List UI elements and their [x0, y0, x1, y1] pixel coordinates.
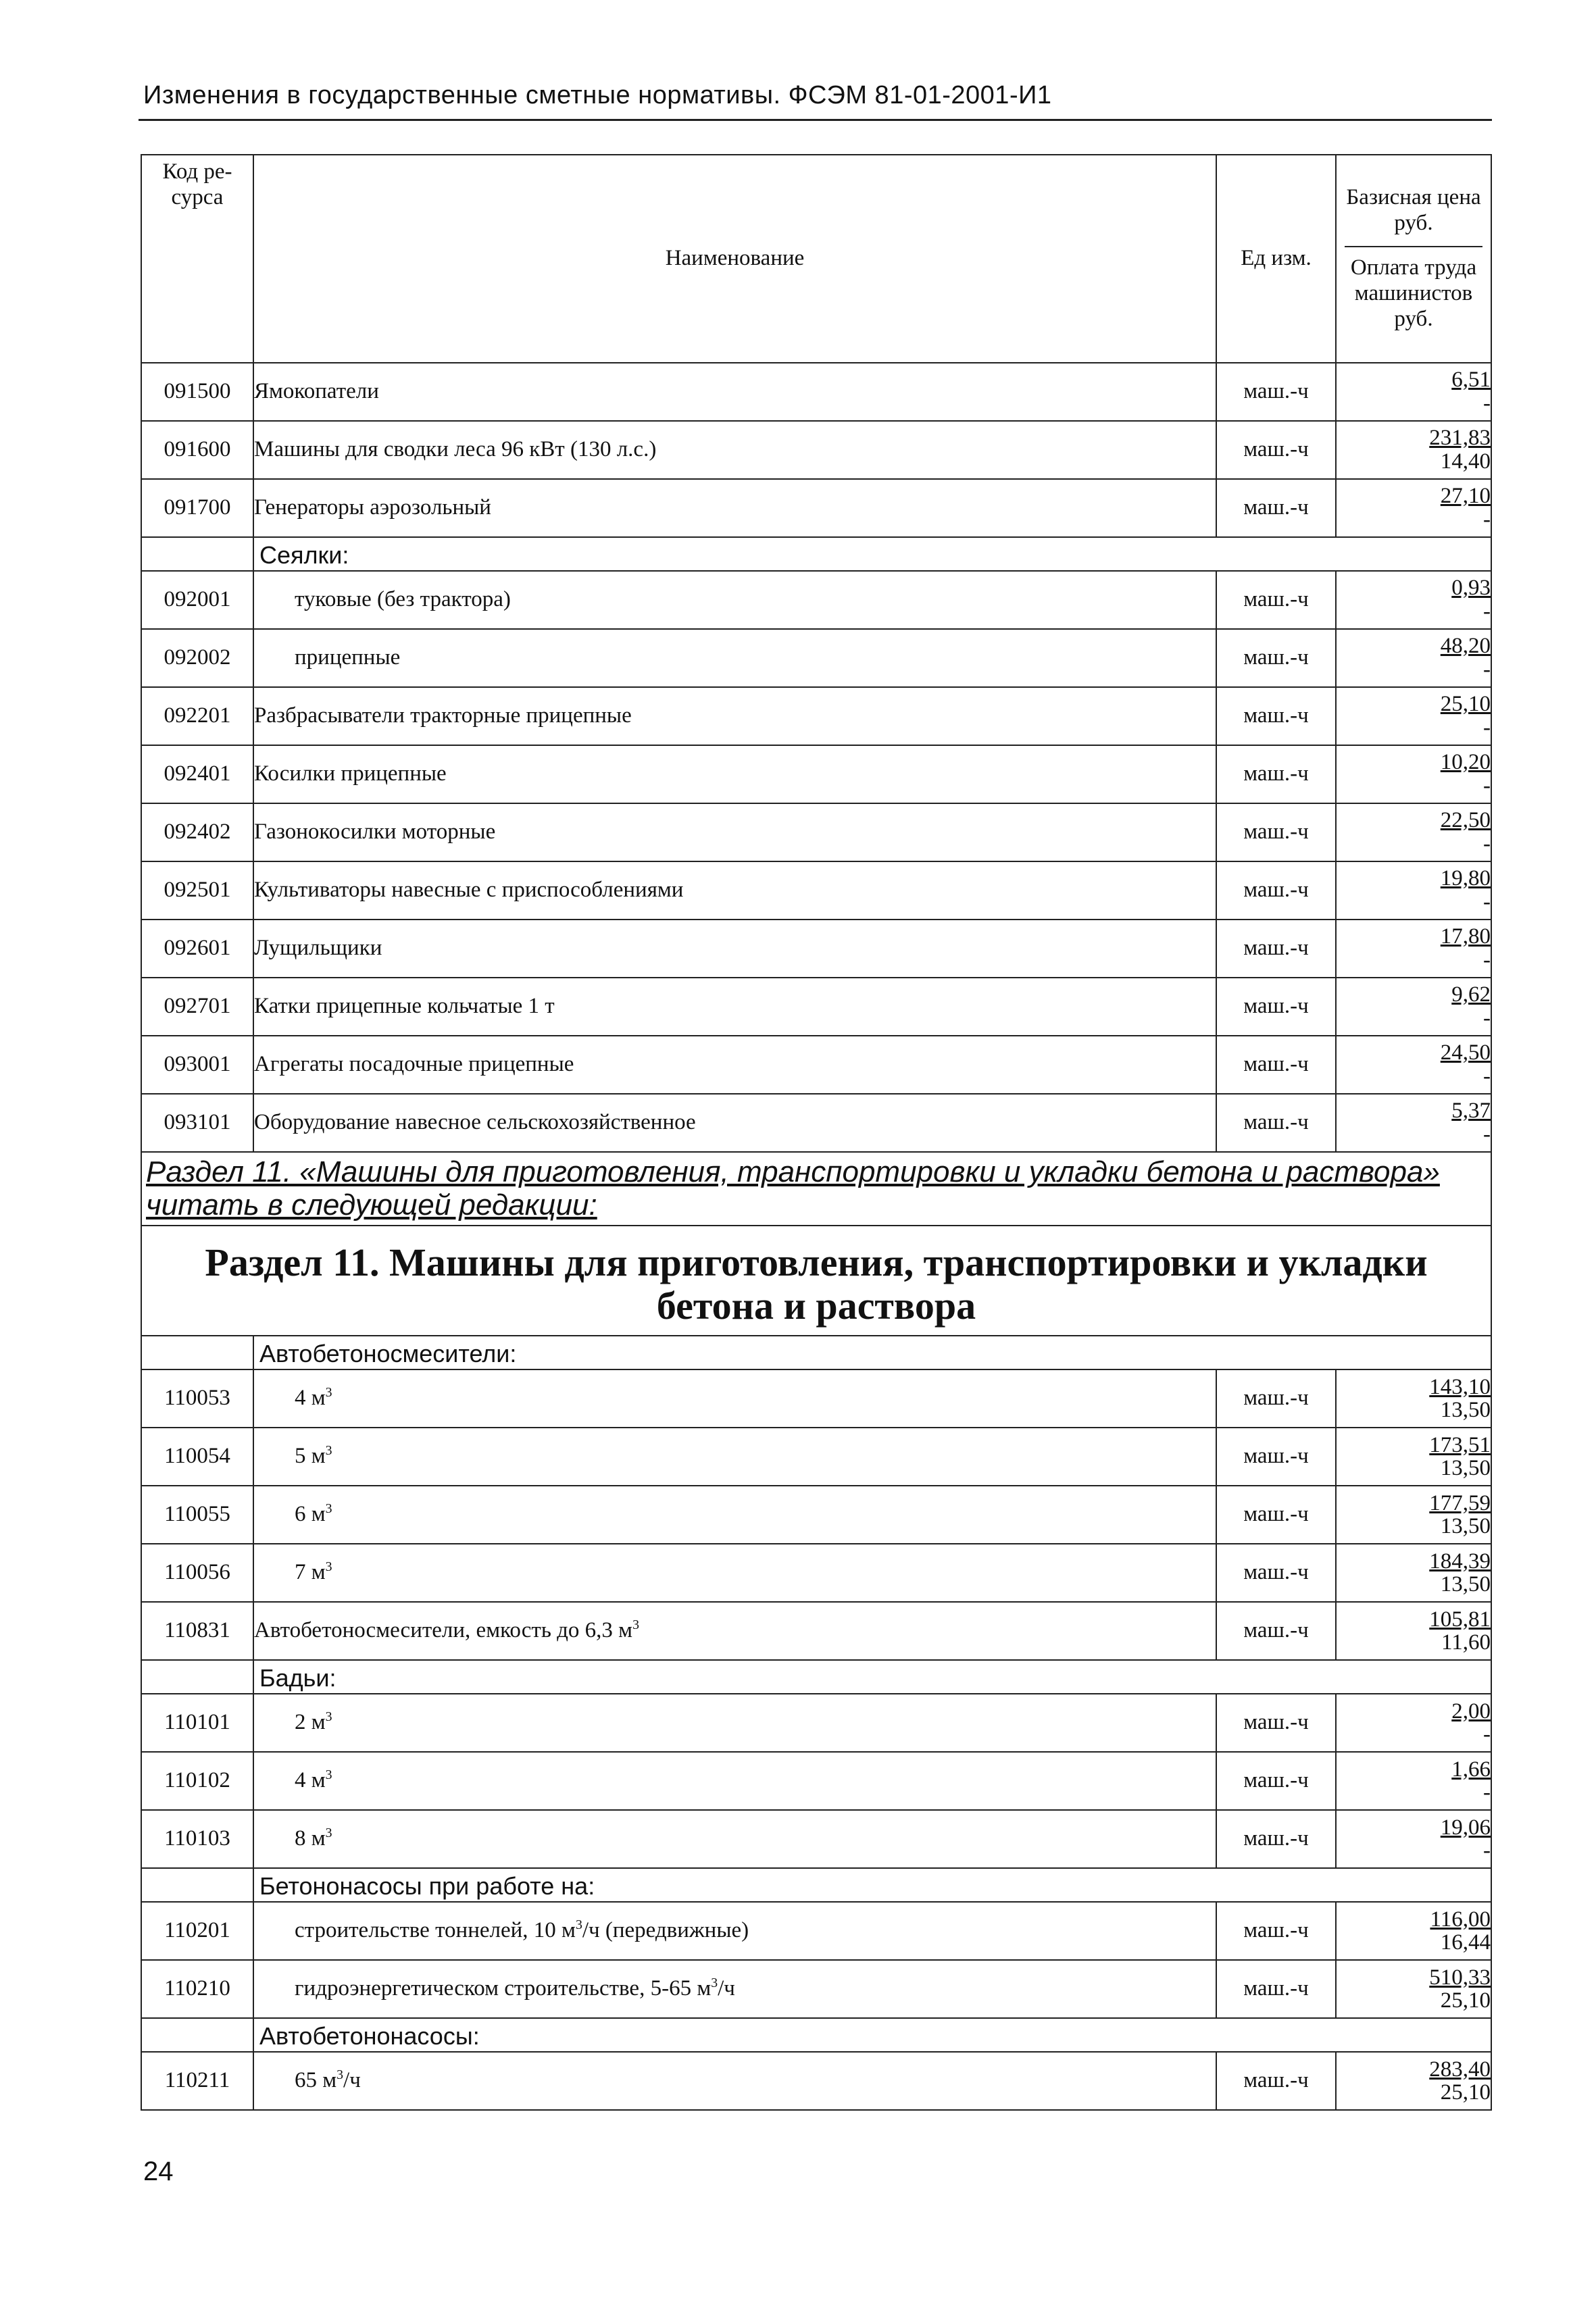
measurement-unit: маш.-ч — [1216, 803, 1336, 861]
table-row — [141, 803, 1491, 861]
operator-pay: 11,60 — [1441, 1630, 1491, 1655]
operator-pay: - — [1483, 1064, 1491, 1088]
group-heading: Сеялки: — [253, 537, 1491, 571]
group-heading: Автобетоносмесители: — [253, 1336, 1491, 1369]
table-row — [141, 861, 1491, 920]
base-price: 48,20 — [1440, 634, 1491, 659]
resource-name — [253, 1428, 1216, 1486]
table-row — [141, 745, 1491, 803]
group-heading: Бетононасосы при работе на: — [253, 1868, 1491, 1902]
table-row — [141, 421, 1491, 479]
table-row — [141, 1752, 1491, 1810]
measurement-unit: маш.-ч — [1216, 861, 1336, 920]
unit-superscript: 3 — [325, 1826, 332, 1841]
resource-name — [253, 1036, 1216, 1094]
group-heading-row — [141, 2018, 1491, 2052]
resource-code: 092401 — [141, 745, 253, 803]
column-header-price-pay: Оплата труда машинистов руб. — [1350, 255, 1477, 331]
resource-name-text: Косилки прицепные — [254, 761, 447, 786]
group-code-empty — [141, 1336, 253, 1369]
operator-pay: 25,10 — [1440, 2080, 1491, 2105]
edit-note-row — [141, 1152, 1491, 1226]
measurement-unit: маш.-ч — [1216, 745, 1336, 803]
column-header-price-base: Базисная цена руб. — [1345, 185, 1482, 247]
resource-code: 092001 — [141, 571, 253, 629]
resource-name — [253, 1960, 1216, 2018]
base-price: 22,50 — [1440, 808, 1491, 833]
resource-code: 110053 — [141, 1369, 253, 1428]
price-cell — [1336, 978, 1491, 1036]
resource-name-text: строительстве тоннелей, 10 м — [295, 1918, 576, 1943]
table-row — [141, 2052, 1491, 2110]
resource-name-text: 65 м — [295, 2068, 337, 2093]
base-price: 0,93 — [1451, 576, 1491, 601]
table-row — [141, 1369, 1491, 1428]
measurement-unit: маш.-ч — [1216, 920, 1336, 978]
base-price: 27,10 — [1440, 484, 1491, 509]
resource-code: 091500 — [141, 363, 253, 421]
price-cell — [1336, 1602, 1491, 1660]
table-row — [141, 1428, 1491, 1486]
resource-name — [253, 1694, 1216, 1752]
resource-name-text: Генераторы аэрозольный — [254, 495, 491, 520]
group-code-empty — [141, 2018, 253, 2052]
operator-pay: - — [1483, 715, 1491, 740]
measurement-unit: маш.-ч — [1216, 629, 1336, 687]
base-price: 25,10 — [1440, 692, 1491, 717]
resource-name-text: 4 м — [295, 1768, 326, 1793]
group-heading-row — [141, 1660, 1491, 1694]
table-row — [141, 1602, 1491, 1660]
resource-name-text: туковые (без трактора) — [295, 587, 511, 612]
unit-superscript: 3 — [325, 1767, 332, 1783]
table-row — [141, 1486, 1491, 1544]
section-title-row — [141, 1226, 1491, 1336]
table-row — [141, 1094, 1491, 1152]
measurement-unit: маш.-ч — [1216, 363, 1336, 421]
operator-pay: 13,50 — [1440, 1398, 1491, 1423]
resource-name — [253, 1094, 1216, 1152]
unit-superscript: 3 — [325, 1501, 332, 1517]
resource-code: 092201 — [141, 687, 253, 745]
table-row — [141, 1810, 1491, 1868]
resource-name — [253, 1544, 1216, 1602]
resource-name — [253, 1602, 1216, 1660]
price-cell — [1336, 629, 1491, 687]
resource-code: 092601 — [141, 920, 253, 978]
base-price: 510,33 — [1429, 1965, 1491, 1990]
measurement-unit: маш.-ч — [1216, 421, 1336, 479]
unit-superscript: 3 — [325, 1709, 332, 1725]
base-price: 24,50 — [1440, 1040, 1491, 1065]
base-price: 173,51 — [1429, 1432, 1491, 1457]
table-row — [141, 920, 1491, 978]
resource-name-suffix: /ч — [718, 1976, 735, 2001]
measurement-unit: маш.-ч — [1216, 1752, 1336, 1810]
measurement-unit: маш.-ч — [1216, 571, 1336, 629]
resource-name — [253, 978, 1216, 1036]
resource-code: 110201 — [141, 1902, 253, 1960]
resource-code: 110831 — [141, 1602, 253, 1660]
group-heading: Автобетононасосы: — [253, 2018, 1491, 2052]
group-code-empty — [141, 537, 253, 571]
base-price: 17,80 — [1440, 924, 1491, 949]
resource-code: 110210 — [141, 1960, 253, 2018]
resource-name-text: 8 м — [295, 1826, 326, 1851]
group-heading-row — [141, 1336, 1491, 1369]
measurement-unit: маш.-ч — [1216, 1094, 1336, 1152]
price-cell — [1336, 1810, 1491, 1868]
table-row — [141, 571, 1491, 629]
operator-pay: - — [1483, 1780, 1491, 1805]
price-cell — [1336, 1694, 1491, 1752]
operator-pay: - — [1483, 774, 1491, 798]
resource-name — [253, 745, 1216, 803]
resource-name — [253, 1810, 1216, 1868]
operator-pay: 16,44 — [1440, 1930, 1491, 1955]
resource-code: 110055 — [141, 1486, 253, 1544]
resource-code: 091700 — [141, 479, 253, 537]
measurement-unit: маш.-ч — [1216, 479, 1336, 537]
resource-name-text: Автобетоносмесители, емкость до 6,3 м — [254, 1618, 633, 1643]
operator-pay: 25,10 — [1440, 1988, 1491, 2013]
operator-pay: 13,50 — [1440, 1572, 1491, 1597]
base-price: 184,39 — [1429, 1549, 1491, 1574]
operator-pay: - — [1483, 1006, 1491, 1030]
base-price: 9,62 — [1451, 982, 1491, 1007]
operator-pay: - — [1483, 1722, 1491, 1747]
base-price: 5,37 — [1451, 1099, 1491, 1124]
base-price: 1,66 — [1451, 1757, 1491, 1782]
resource-name — [253, 1486, 1216, 1544]
resource-name — [253, 920, 1216, 978]
resource-name — [253, 861, 1216, 920]
operator-pay: - — [1483, 890, 1491, 914]
edit-note — [141, 1152, 1491, 1226]
table-header-row — [141, 155, 1491, 363]
resource-code: 092002 — [141, 629, 253, 687]
resource-name-suffix: /ч — [343, 2068, 361, 2093]
group-code-empty — [141, 1868, 253, 1902]
column-header-price — [1336, 155, 1491, 363]
measurement-unit: маш.-ч — [1216, 687, 1336, 745]
resource-code: 110054 — [141, 1428, 253, 1486]
group-heading: Бадьи: — [253, 1660, 1491, 1694]
resource-code: 110056 — [141, 1544, 253, 1602]
resource-name-text: Машины для сводки леса 96 кВт (130 л.с.) — [254, 437, 657, 462]
base-price: 177,59 — [1429, 1490, 1491, 1515]
operator-pay: - — [1483, 507, 1491, 532]
header-rule — [139, 119, 1492, 121]
measurement-unit: маш.-ч — [1216, 1902, 1336, 1960]
measurement-unit: маш.-ч — [1216, 2052, 1336, 2110]
base-price: 283,40 — [1429, 2057, 1491, 2082]
measurement-unit: маш.-ч — [1216, 1544, 1336, 1602]
column-header-code: Код ре-сурса — [141, 155, 253, 363]
table-row — [141, 1960, 1491, 2018]
resource-name-text: прицепные — [295, 645, 401, 670]
group-heading-row — [141, 537, 1491, 571]
resource-name-text: Разбрасыватели тракторные прицепные — [254, 703, 632, 728]
resource-name-text: Оборудование навесное сельскохозяйственное — [254, 1110, 696, 1135]
table-row — [141, 363, 1491, 421]
resource-name — [253, 687, 1216, 745]
measurement-unit: маш.-ч — [1216, 1602, 1336, 1660]
base-price: 105,81 — [1429, 1607, 1491, 1632]
resource-name — [253, 1752, 1216, 1810]
unit-superscript: 3 — [632, 1617, 639, 1633]
price-cell — [1336, 421, 1491, 479]
price-cell — [1336, 1902, 1491, 1960]
resource-name-text: 7 м — [295, 1560, 326, 1585]
measurement-unit: маш.-ч — [1216, 978, 1336, 1036]
measurement-unit: маш.-ч — [1216, 1960, 1336, 2018]
measurement-unit: маш.-ч — [1216, 1694, 1336, 1752]
price-cell — [1336, 687, 1491, 745]
unit-superscript: 3 — [325, 1385, 332, 1401]
edit-note-text: Раздел 11. «Машины для приготовления, транспортировки и укладки бетона и раствора» читать в следующей редакции: — [146, 1155, 1440, 1222]
table-row — [141, 1036, 1491, 1094]
measurement-unit: маш.-ч — [1216, 1810, 1336, 1868]
resource-name-text: 2 м — [295, 1710, 326, 1735]
operator-pay: 14,40 — [1440, 449, 1491, 474]
base-price: 6,51 — [1451, 368, 1491, 393]
unit-superscript: 3 — [336, 2067, 344, 2083]
resource-name-text: Ямокопатели — [254, 379, 379, 404]
operator-pay: - — [1483, 948, 1491, 972]
operator-pay: - — [1483, 391, 1491, 416]
resource-code: 091600 — [141, 421, 253, 479]
unit-superscript: 3 — [325, 1443, 332, 1459]
table-row — [141, 629, 1491, 687]
resource-name — [253, 803, 1216, 861]
base-price: 231,83 — [1429, 426, 1491, 451]
resource-code: 092501 — [141, 861, 253, 920]
price-cell — [1336, 1094, 1491, 1152]
operator-pay: - — [1483, 657, 1491, 682]
resource-name-text: 5 м — [295, 1444, 326, 1469]
measurement-unit: маш.-ч — [1216, 1036, 1336, 1094]
price-cell — [1336, 1428, 1491, 1486]
base-price: 19,06 — [1440, 1815, 1491, 1840]
resource-code: 092701 — [141, 978, 253, 1036]
resource-name-text: Газонокосилки моторные — [254, 820, 496, 845]
unit-superscript: 3 — [711, 1976, 718, 1991]
table-row — [141, 1902, 1491, 1960]
table-row — [141, 978, 1491, 1036]
resource-name-text: Катки прицепные кольчатые 1 т — [254, 994, 555, 1019]
resource-code: 093001 — [141, 1036, 253, 1094]
measurement-unit: маш.-ч — [1216, 1486, 1336, 1544]
price-cell — [1336, 1036, 1491, 1094]
document-header: Изменения в государственные сметные нормативы. ФСЭМ 81-01-2001-И1 — [143, 81, 1052, 109]
table-row — [141, 1694, 1491, 1752]
price-cell — [1336, 1960, 1491, 2018]
price-cell — [1336, 803, 1491, 861]
resource-code: 110102 — [141, 1752, 253, 1810]
resource-table-container — [141, 154, 1491, 2111]
resource-name — [253, 421, 1216, 479]
unit-superscript: 3 — [575, 1917, 582, 1933]
column-header-name: Наименование — [253, 155, 1216, 363]
operator-pay: 13,50 — [1440, 1456, 1491, 1481]
resource-name — [253, 1369, 1216, 1428]
unit-superscript: 3 — [325, 1559, 332, 1575]
price-cell — [1336, 1369, 1491, 1428]
price-cell — [1336, 2052, 1491, 2110]
resource-name-text: Агрегаты посадочные прицепные — [254, 1052, 574, 1077]
resource-name — [253, 571, 1216, 629]
operator-pay: - — [1483, 832, 1491, 856]
base-price: 19,80 — [1440, 866, 1491, 891]
base-price: 143,10 — [1429, 1374, 1491, 1399]
resource-code: 092402 — [141, 803, 253, 861]
resource-code: 110211 — [141, 2052, 253, 2110]
price-cell — [1336, 1752, 1491, 1810]
price-cell — [1336, 1486, 1491, 1544]
resource-name-text: 4 м — [295, 1386, 326, 1411]
measurement-unit: маш.-ч — [1216, 1369, 1336, 1428]
resource-name-suffix: /ч (передвижные) — [582, 1918, 749, 1943]
page-number: 24 — [143, 2157, 174, 2186]
resource-name — [253, 1902, 1216, 1960]
price-cell — [1336, 1544, 1491, 1602]
price-cell — [1336, 920, 1491, 978]
section-title: Раздел 11. Машины для приготовления, транспортировки и укладки бетона и раствора — [141, 1226, 1491, 1336]
resource-code: 110101 — [141, 1694, 253, 1752]
resource-name — [253, 629, 1216, 687]
group-heading-row — [141, 1868, 1491, 1902]
resource-name-text: Лущильщики — [254, 936, 382, 961]
price-cell — [1336, 571, 1491, 629]
resource-name-text: гидроэнергетическом строительстве, 5-65 м — [295, 1976, 712, 2001]
resource-name — [253, 479, 1216, 537]
operator-pay: 13,50 — [1440, 1514, 1491, 1539]
operator-pay: - — [1483, 1838, 1491, 1863]
operator-pay: - — [1483, 599, 1491, 624]
operator-pay: - — [1483, 1122, 1491, 1147]
price-cell — [1336, 745, 1491, 803]
table-row — [141, 479, 1491, 537]
resource-code: 093101 — [141, 1094, 253, 1152]
base-price: 2,00 — [1451, 1699, 1491, 1724]
price-cell — [1336, 861, 1491, 920]
price-cell — [1336, 479, 1491, 537]
group-code-empty — [141, 1660, 253, 1694]
price-cell — [1336, 363, 1491, 421]
resource-name-text: Культиваторы навесные с приспособлениями — [254, 878, 684, 903]
resource-name-text: 6 м — [295, 1502, 326, 1527]
table-row — [141, 687, 1491, 745]
column-header-unit: Ед изм. — [1216, 155, 1336, 363]
table-row — [141, 1544, 1491, 1602]
resource-code: 110103 — [141, 1810, 253, 1868]
resource-name — [253, 2052, 1216, 2110]
measurement-unit: маш.-ч — [1216, 1428, 1336, 1486]
resource-table — [141, 154, 1492, 2111]
resource-name — [253, 363, 1216, 421]
base-price: 10,20 — [1440, 750, 1491, 775]
base-price: 116,00 — [1430, 1907, 1491, 1932]
